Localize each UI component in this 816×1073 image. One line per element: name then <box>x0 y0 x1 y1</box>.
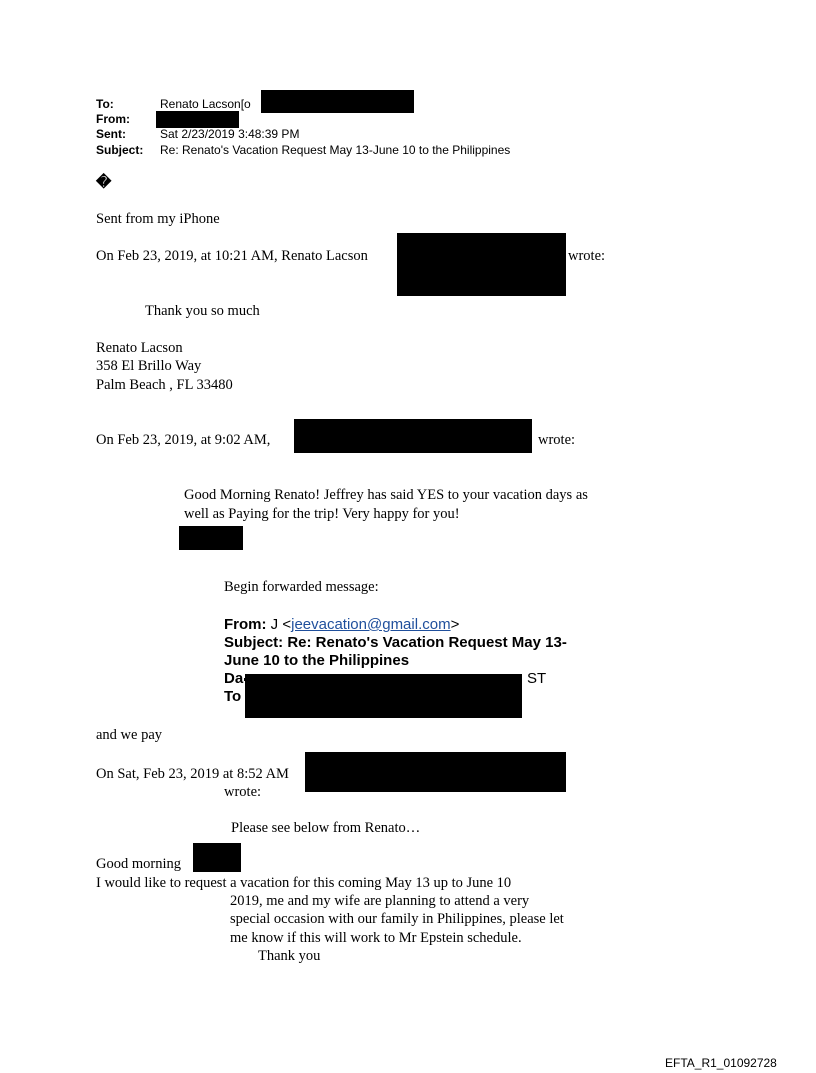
quote1-intro: On Feb 23, 2019, at 10:21 AM, Renato Lacson <box>96 248 368 264</box>
please-see-below: Please see below from Renato… <box>231 820 421 836</box>
to-label: To: <box>96 97 114 111</box>
fwd-subject-line-2: June 10 to the Philippines <box>224 652 410 669</box>
sent-label: Sent: <box>96 127 126 141</box>
request-line-4: me know if this will work to Mr Epstein schedule. <box>230 930 522 946</box>
request-line-3: special occasion with our family in Philippines, please let <box>230 911 564 927</box>
signature-street: 358 El Brillo Way <box>96 358 202 374</box>
redaction-box <box>261 90 414 113</box>
request-line-1: I would like to request a vacation for this coming May 13 up to June 10 <box>96 875 512 891</box>
bates-number: EFTA_R1_01092728 <box>665 1056 777 1070</box>
morning-line-2: well as Paying for the trip! Very happy for you! <box>184 506 460 522</box>
quote3-intro: On Sat, Feb 23, 2019 at 8:52 AM <box>96 766 289 782</box>
quote2-intro: On Feb 23, 2019, at 9:02 AM, <box>96 432 271 448</box>
morning-line-1: Good Morning Renato! Jeffrey has said YES to your vacation days as <box>184 487 588 503</box>
to-value: Renato Lacson[o <box>160 97 251 111</box>
quote2-wrote: wrote: <box>538 432 576 448</box>
sent-value: Sat 2/23/2019 3:48:39 PM <box>160 127 300 141</box>
email-link[interactable]: jeevacation@gmail.com <box>291 616 451 633</box>
subject-value: Re: Renato's Vacation Request May 13-June 10 to the Philippines <box>160 143 511 157</box>
fwd-from-name: J < <box>270 616 292 633</box>
request-line-2: 2019, me and my wife are planning to attend a very <box>230 893 530 909</box>
redaction-box <box>294 419 532 453</box>
redaction-box <box>193 843 241 872</box>
redaction-box <box>245 674 522 718</box>
fwd-date-label: Da <box>224 670 244 687</box>
good-morning: Good morning <box>96 856 181 872</box>
fwd-date-tail: ST <box>527 670 547 687</box>
fwd-subject-line-1: Subject: Re: Renato's Vacation Request May 13- <box>224 634 567 651</box>
redaction-box <box>156 111 239 128</box>
fwd-from-close: > <box>450 616 460 633</box>
fwd-from-label: From: <box>224 616 267 633</box>
redaction-box <box>305 752 566 792</box>
and-we-pay: and we pay <box>96 727 163 743</box>
from-label: From: <box>96 112 130 126</box>
thank-you: Thank you <box>258 948 321 964</box>
quote3-wrote: wrote: <box>224 784 262 800</box>
replacement-glyph: � <box>96 175 112 191</box>
sent-from-line: Sent from my iPhone <box>96 211 220 227</box>
fwd-to-label: To <box>224 688 242 705</box>
subject-label: Subject: <box>96 143 144 157</box>
signature-name: Renato Lacson <box>96 340 183 356</box>
quote1-wrote: wrote: <box>568 248 606 264</box>
redaction-box <box>397 233 566 296</box>
redaction-box <box>179 526 243 550</box>
signature-city: Palm Beach , FL 33480 <box>96 377 233 393</box>
fwd-from-line <box>224 616 459 633</box>
begin-forwarded: Begin forwarded message: <box>224 579 379 595</box>
thank-you-much: Thank you so much <box>145 303 260 319</box>
